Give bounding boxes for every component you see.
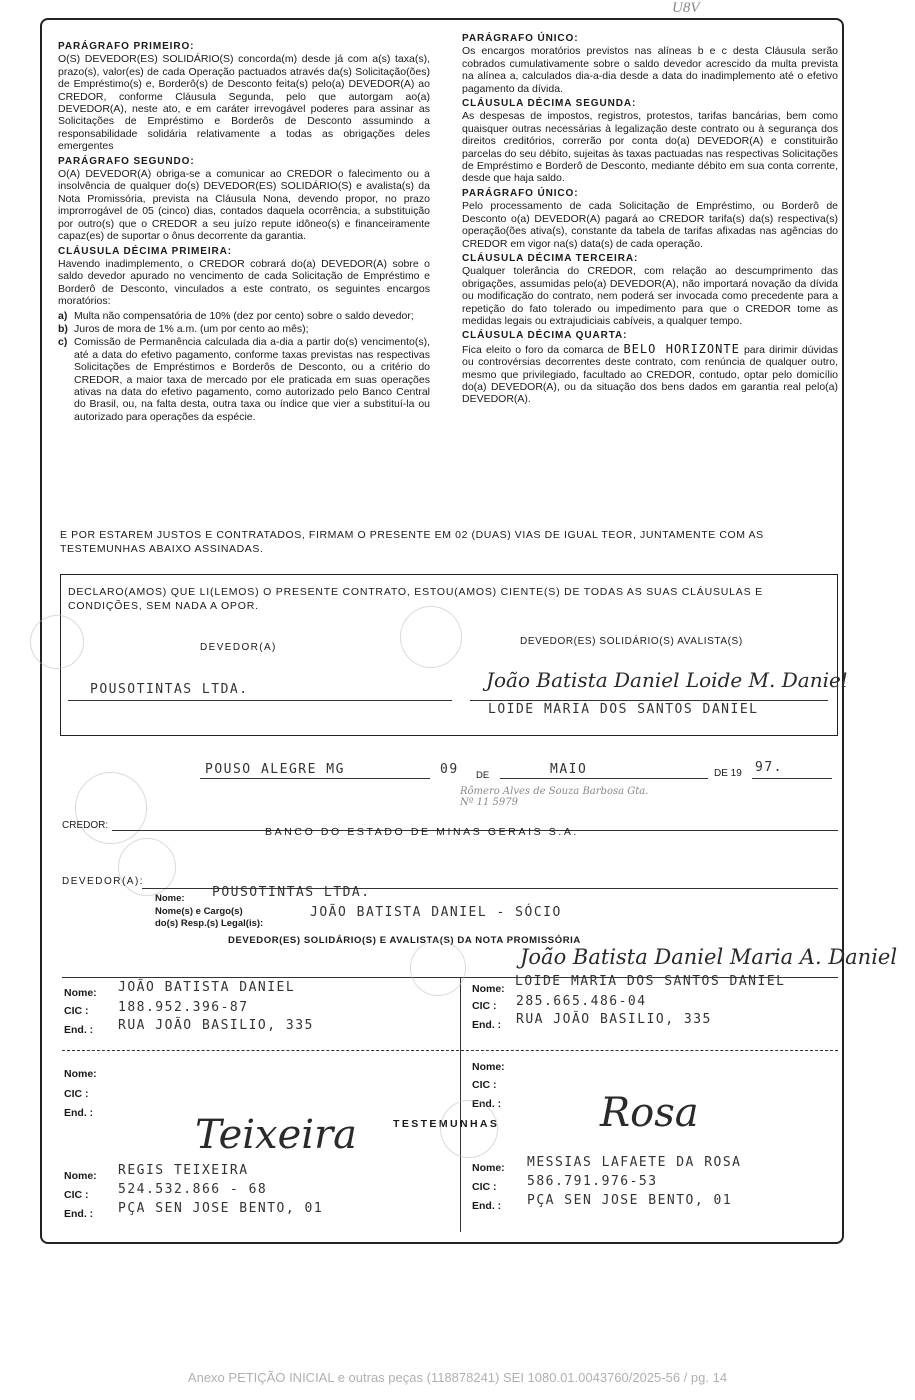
corner-handwritten-mark: U8V [672,0,700,16]
foro-text-end: para dirimir dúvidas ou controvérsias decorrentes deste contrato, com renúncia de qualquer outro, mesmo que privilegiado, facultado ao CREDOR, contudo, optar pelo domicílio do(a) DEVEDOR(A), ou da situação dos bens dados em garantia real pelo(a) DEVEDOR(A). [462,343,839,406]
place-line [200,778,430,779]
heading-paragrafo-primeiro: PARÁGRAFO PRIMEIRO: [58,41,195,52]
ink-stamp-left [30,615,84,669]
credor-name: BANCO DO ESTADO DE MINAS GERAIS S.A. [265,826,579,838]
ink-stamp-witness [440,1100,498,1158]
paragraph-paragrafo-unico-2: Pelo processamento de cada Solicitação de Empréstimo, ou Borderô de Desconto o(a) DEVEDOR(A) pagará ao CREDOR tarifa(s) da(s) respectiva(s) operação(ões ativa(s), constante da tabela de tarifas afixadas nas agências do CREDOR em vigor na(s) data(s) de cada operação. [462,200,838,250]
witness1-end-label: End. : [64,1208,94,1220]
witness2-nome-label: Nome: [472,1162,505,1174]
heading-clausula-decima-primeira: CLÁUSULA DÉCIMA PRIMEIRA: [58,245,232,257]
list-item-key: a) [58,309,68,322]
blank2-nome-label: Nome: [472,1061,505,1073]
date-year: 97. [755,760,783,775]
ink-stamp-date [75,772,147,844]
heading-clausula-decima-quarta: CLÁUSULA DÉCIMA QUARTA: [462,330,628,342]
witness1-signature: Teixeira [195,1112,358,1158]
left-column [58,38,430,424]
guarantor1-end: RUA JOÃO BASILIO, 335 [118,1018,314,1033]
devedor-resp-value: JOÃO BATISTA DANIEL - SÓCIO [310,905,562,920]
list-item-key: c) [58,336,68,349]
declaration-text: DECLARO(AMOS) QUE LI(LEMOS) O PRESENTE CONTRATO, ESTOU(AMOS) CIENTE(S) DE TODAS AS SUAS CLÁUSULAS E CONDIÇÕES, SEM NADA A OPOR. [68,586,763,612]
guarantor2-end: RUA JOÃO BASILIO, 335 [516,1012,712,1027]
list-item-text: Comissão de Permanência calculada dia a-dia a partir do(s) vencimento(s), até a data do efetivo pagamento, conforme taxas previstas nas respectivas Solicitações de Empréstimos e Borderôs de Desconto, ou a critério do CREDOR, a maior taxa de mercado por ele praticada em suas operações ativas na data do efetivo pagamento, como autorizado pelo Banco Central do Brasil, ou, na falta desta, outra taxa ou índice que vier a substituí-la ou autorizado para operações da espécie. [74,336,430,423]
devedor-solidarios-signature: João Batista Daniel Maria A. Daniel [520,945,898,969]
list-item-a [58,310,430,322]
blank1-nome-label: Nome: [64,1068,97,1080]
right-column [462,30,838,408]
paragraph-paragrafo-segundo: O(A) DEVEDOR(A) obriga-se a comunicar ao CREDOR o falecimento ou a insolvência de qualquer do(s) DEVEDOR(ES) SOLIDÁRIO(S) e avalista(s) da Nota Promissória, prevista na Cláusula Nona, devendo propor, no prazo improrrogável de 05 (cinco) dias, contados daquela ocorrência, a substituição por outro(s) que o CREDOR a seu juízo repute idôneo(s) e financeiramente capaz(es) de suportar o ônus decorrente da garantia. [58,168,430,243]
credor-label: CREDOR: [62,820,109,831]
heading-paragrafo-segundo: PARÁGRAFO SEGUNDO: [58,155,195,167]
guarantor1-cic-label: CIC : [64,1005,89,1017]
devedor-typed-name: POUSOTINTAS LTDA. [90,682,249,697]
guarantor2-cic: 285.665.486-04 [516,994,647,1009]
ink-stamp-devedor [410,940,466,996]
guarantor2-nome: LOIDE MARIA DOS SANTOS DANIEL [515,974,786,989]
devedor-solidarios-label: DEVEDOR(ES) SOLIDÁRIO(S) E AVALISTA(S) DA NOTA PROMISSÓRIA [228,935,581,946]
guarantor2-nome-label: Nome: [472,983,505,995]
witness2-nome: MESSIAS LAFAETE DA ROSA [527,1155,742,1170]
blank2-cic-label: CIC : [472,1079,497,1091]
witness2-signature: Rosa [600,1090,699,1136]
witness2-cic-label: CIC : [472,1181,497,1193]
foro-city: BELO HORIZONTE [623,341,740,356]
list-item-text: Juros de mora de 1% a.m. (um por cento ao mês); [74,322,309,335]
seal-text: Rômero Alves de Souza Barbosa Gta. Nº 11 5979 [460,786,649,808]
devedor-resp-label: do(s) Resp.(s) Legal(is): [155,918,264,929]
date-de-1: DE [476,770,490,781]
heading-clausula-decima-segunda: CLÁUSULA DÉCIMA SEGUNDA: [462,98,637,110]
place-city: POUSO ALEGRE MG [205,762,345,777]
devedor-cargo-label: Nome(s) e Cargo(s) [155,906,243,917]
guarantor1-nome: JOÃO BATISTA DANIEL [118,980,296,995]
list-item-key: b) [58,322,68,335]
paragraph-clausula-decima-quarta [462,343,838,406]
ink-stamp-center [400,606,462,668]
solidarios-signature: João Batista Daniel Loide M. Daniel [486,668,848,692]
devedor-nome-label: Nome: [155,893,185,904]
witness1-cic-label: CIC : [64,1189,89,1201]
paragraph-paragrafo-primeiro: O(S) DEVEDOR(ES) SOLIDÁRIO(S) concorda(m) desde já com a(s) taxa(s), prazo(s), valor(es) de cada Operação pactuados através da(s) Solicitação(ões) de Empréstimo(s) e, Borderô(s) de Desconto feita(s) pelo(a) DEVEDOR(A) ao CREDOR, conforme Cláusula Segunda, pelo que autorgam ao(a) DEVEDOR(A), neste ato, e em caráter irrevogável poderes para assinar as Solicitações de Empréstimo e Borderôs de Desconto assumindo a responsabilidade solidária relativamente a todas as obrigações deles emergentes [58,53,430,153]
devedor-block-label: DEVEDOR(A): [62,876,145,887]
date-month: MAIO [550,762,588,777]
paragraph-paragrafo-unico-1: Os encargos moratórios previstos nas alíneas b e c desta Cláusula serão cobrados cumulativamente sobre o saldo devedor acrescido da multa prevista na alínea a, calculados dia-a-dia desde a data do inadimplemento até o efetivo pagamento da dívida. [462,45,838,95]
solidario-typed-name: LOIDE MARIA DOS SANTOS DANIEL [488,702,759,717]
list-item-c [58,336,430,423]
heading-clausula-decima-terceira: CLÁUSULA DÉCIMA TERCEIRA: [462,252,639,264]
witness1-cic: 524.532.866 - 68 [118,1182,268,1197]
devedor-nome-value: POUSOTINTAS LTDA. [212,885,371,900]
blank2-end-label: End. : [472,1098,502,1110]
witness1-end: PÇA SEN JOSE BENTO, 01 [118,1201,324,1216]
witness2-end-label: End. : [472,1200,502,1212]
heading-paragrafo-unico-2: PARÁGRAFO ÚNICO: [462,187,579,199]
blank1-end-label: End. : [64,1107,94,1119]
witness2-end: PÇA SEN JOSE BENTO, 01 [527,1193,733,1208]
year-line [752,778,832,779]
testemunhas-label: TESTEMUNHAS [393,1118,500,1130]
date-day: 09 [440,762,459,777]
paragraph-clausula-decima-segunda: As despesas de impostos, registros, protestos, tarifas bancárias, bem como quaisquer outras necessárias à legalização deste contrato ou à segurança dos direitos creditórios, correrão por conta do(a) DEVEDOR(A) e constituirão parcelas do seu débito, sujeitas às taxas pactuadas nas respectivas Solicitações de Empréstimo e Borderô de Desconto, mediante débito em sua conta corrente, desde que haja saldo. [462,110,838,185]
solidarios-label: DEVEDOR(ES) SOLIDÁRIO(S) AVALISTA(S) [520,636,743,647]
guarantor1-cic: 188.952.396-87 [118,1000,249,1015]
closing-statement: E POR ESTAREM JUSTOS E CONTRATADOS, FIRMAM O PRESENTE EM 02 (DUAS) VIAS DE IGUAL TEOR, JUNTAMENTE COM AS TESTEMUNHAS ABAIXO ASSINADAS. [60,529,764,555]
devedor-label: DEVEDOR(A) [200,642,277,653]
foro-text-start: Fica eleito o foro da comarca de [462,343,620,356]
witness2-cic: 586.791.976-53 [527,1174,658,1189]
guarantor2-cic-label: CIC : [472,1000,497,1012]
document-footer: Anexo PETIÇÃO INICIAL e outras peças (118878241) SEI 1080.01.0043760/2025-56 / pg. 14 [187,1370,728,1385]
paragraph-clausula-decima-terceira: Qualquer tolerância do CREDOR, com relação ao descumprimento das obrigações, assumidas pelo(a) DEVEDOR(A), não importará novação da dívida ou modificação do contrato, nem poderá ser invocada como precedente para a repetição do fato tolerado ou impedimento para que o CREDOR tome as medidas legais ou extrajudiciais cabíveis, a qualquer tempo. [462,265,838,327]
devedor-signature-line [68,700,452,701]
guarantor1-end-label: End. : [64,1024,94,1036]
solidarios-signature-line [470,700,828,701]
list-item-text: Multa não compensatória de 10% (dez por cento) sobre o saldo devedor; [74,309,414,322]
section-divider [62,1050,838,1051]
blank1-cic-label: CIC : [64,1088,89,1100]
guarantor1-nome-label: Nome: [64,987,97,999]
date-de-2: DE 19 [714,768,742,779]
heading-paragrafo-unico-1: PARÁGRAFO ÚNICO: [462,33,579,44]
list-item-b [58,323,430,335]
guarantor2-end-label: End. : [472,1019,502,1031]
witness1-nome-label: Nome: [64,1170,97,1182]
month-line [500,778,708,779]
paragraph-clausula-decima-primeira: Havendo inadimplemento, o CREDOR cobrará do(a) DEVEDOR(A) sobre o saldo devedor apurado no vencimento de cada Solicitação de Empréstimo e Borderô de Desconto, vinculados a este contrato, os seguintes encargos moratórios: [58,257,430,308]
witness1-nome: REGIS TEIXEIRA [118,1163,249,1178]
